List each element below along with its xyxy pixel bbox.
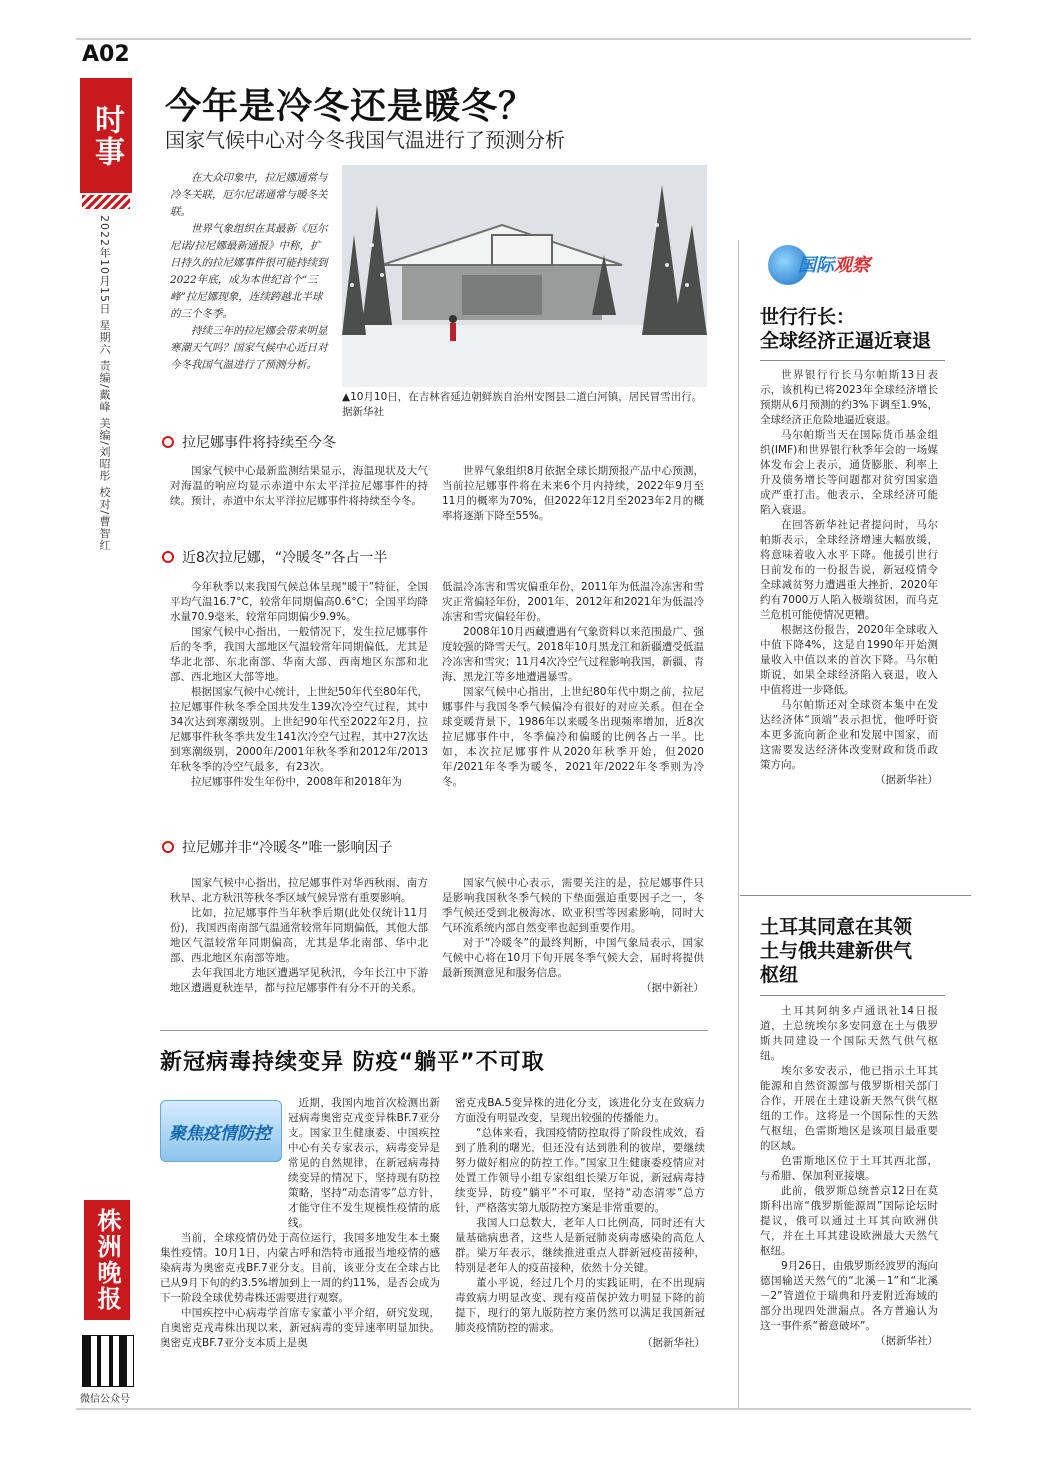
newspaper-logo: 株洲晚报 (84, 1200, 130, 1320)
body-paragraph: 国家气候中心表示，需要关注的是，拉尼娜事件只是影响我国秋冬季气候的下垫面强迫重要因子之一，冬季气候还受到北极海冰、欧亚积雪等因素影响，同时大气环流系统内部自然变率也起到重要作用。 (442, 877, 704, 934)
body-paragraph: 在回答新华社记者提问时，马尔帕斯表示，全球经济增速大幅放缓，将意味着收入水平下降。他援引世行日前发布的一份报告说，新冠疫情令全球减贫努力遭遇重大挫折，2020年约有7000万人陷入极端贫困，而乌克兰危机可能使情况更糟。 (760, 519, 938, 621)
body-paragraph: 密克戎BA.5变异株的进化分支，该进化分支在致病力方面没有明显改变，呈现出较强的传播能力。 (455, 1097, 705, 1124)
body-paragraph: 马尔帕斯当天在国际货币基金组织(IMF)和世界银行秋季年会的一场媒体发布会上表示，通货膨胀、利率上升及债务增长等问题都对贫穷国家造成严重打击。他表示，全球经济可能陷入衰退。 (760, 429, 938, 516)
badge-label-part: 观察 (834, 255, 870, 276)
intro-paragraph: 在大众印象中，拉尼娜通常与冷冬关联，厄尔尼诺通常与暖冬关联。 (170, 172, 328, 218)
body-paragraph: 去年我国北方地区遭遇罕见秋汛，今年长江中下游地区遭遇夏秋连旱，都与拉尼娜事件有分不开的关系。 (170, 967, 428, 994)
body-paragraph: 世界银行行长马尔帕斯13日表示，该机构已将2023年全球经济增长预期从6月预测的约3%下调至1.9%，全球经济正危险地逼近衰退。 (760, 369, 938, 426)
body-paragraph: 我国人口总数大，老年人口比例高，同时还有大量基础病患者，这些人是新冠肺炎病毒感染的高危人群。梁万年表示，继续推进重点人群新冠疫苗接种，特别是老年人的疫苗接种，依然十分关键。 (455, 1217, 705, 1274)
section1-left-column (170, 464, 428, 509)
section-heading-text: 拉尼娜并非“冷暖冬”唯一影响因子 (182, 840, 393, 856)
qr-caption: 微信公众号 (80, 1394, 130, 1405)
sidebar-story2-source: （据新华社） (875, 1335, 938, 1347)
sidebar-rule (740, 895, 971, 896)
snow-street-photo (342, 165, 707, 387)
section2-right-column (442, 580, 704, 790)
title-line: 世行行长： (760, 306, 856, 328)
section1-right-column (442, 464, 704, 524)
circle-bullet-icon (162, 551, 174, 563)
body-paragraph: 国家气候中心最新监测结果显示，海温现状及大气对海温的响应均显示赤道中东太平洋拉尼娜事件的持续。预计，赤道中东太平洋拉尼娜事件将持续至今冬。 (170, 465, 428, 507)
article2-left-column (160, 1096, 440, 1351)
circle-bullet-icon (162, 841, 174, 853)
body-paragraph: 近期，我国内地首次检测出新冠病毒奥密克戎变异株BF.7亚分支。国家卫生健康委、中国疾控中心有关专家表示，病毒变异是常见的自然规律，在新冠病毒持续变异的情况下，坚持现有防控策略，坚持“动态清零”总方针，才能守住不发生规模性疫情的底线。 (288, 1097, 440, 1229)
bottom-rule (76, 1408, 971, 1410)
section-heading (162, 547, 387, 567)
section-heading-text: 近8次拉尼娜，“冷暖冬”各占一半 (182, 550, 388, 566)
section3-right-column (442, 876, 704, 996)
sidebar-story1-title (760, 305, 960, 353)
body-paragraph: 埃尔多安表示，他已指示土耳其能源和自然资源部与俄罗斯相关部门合作，开展在土建设新天然气供气枢纽的工作。这将是一个国际性的天然气枢纽，色雷斯地区是该项目最重要的区域。 (760, 1065, 938, 1152)
body-paragraph: 低温冷冻害和雪灾偏重年份，2011年为低温冷冻害和雪灾正常偏轻年份，2001年、2012年和2021年为低温冷冻害和雪灾偏轻年份。 (442, 581, 704, 623)
body-paragraph: 今年秋季以来我国气候总体呈现“暖干”特征，全国平均气温16.7°C，较常年同期偏高0.6°C；全国平均降水量70.9毫米，较常年同期偏少9.9%。 (170, 581, 428, 623)
section-tag: 时事 (80, 78, 132, 193)
body-paragraph: 董小平说，经过几个月的实践证明，在不出现病毒致病力明显改变、现有疫苗保护效力明显下降的前提下，现行的第九版防控方案仍然可以满足我国新冠肺炎疫情防控的需求。 (455, 1277, 705, 1334)
body-paragraph: 当前，全球疫情仍处于高位运行，我国多地发生本土聚集性疫情。10月1日，内蒙古呼和浩特市通报当地疫情的感染病毒为奥密克戎BF.7亚分支。目前，该亚分支在全球占比已从9月下旬的约3.5%增加到上一周的约11%，是否会成为下一阶段全球优势毒株还需要进行观察。 (160, 1232, 440, 1304)
article2-source: （据新华社） (642, 1337, 705, 1349)
article2-title: 新冠病毒持续变异 防疫“躺平”不可取 (160, 1050, 545, 1075)
body-paragraph: 中国疾控中心病毒学首席专家董小平介绍，研究发现，自奥密克戎毒株出现以来，新冠病毒的变异速率明显加快。奥密克戎BF.7亚分支本质上是奥 (160, 1307, 440, 1349)
article1-intro (170, 170, 330, 374)
international-badge (768, 245, 918, 285)
decor-stripes (82, 195, 130, 209)
sidebar-story2-body (760, 1004, 938, 1349)
section-heading-text: 拉尼娜事件将持续至今冬 (182, 435, 336, 451)
body-paragraph: 9月26日，由俄罗斯经波罗的海向德国输送天然气的“北溪－1”和“北溪－2”管道位于瑞典和丹麦附近海域的部分出现四处泄漏点。各方普遍认为这一事件系“蓄意破坏”。 (760, 1260, 938, 1332)
title-line: 枢纽 (760, 964, 799, 986)
qr-code-icon[interactable] (82, 1335, 134, 1387)
body-paragraph: 此前，俄罗斯总统普京12日在莫斯科出席“俄罗斯能源周”国际论坛时提议，俄可以通过土耳其向欧洲供气，并在土耳其建设欧洲最大天然气枢纽。 (760, 1185, 938, 1257)
body-paragraph: 国家气候中心指出，拉尼娜事件对华西秋雨、南方秋旱、北方秋汛等秋冬季区域气候异常有重要影响。 (170, 877, 428, 904)
sidebar-story1-body (760, 368, 938, 788)
section-heading (162, 432, 336, 452)
body-paragraph: 根据国家气候中心统计，上世纪50年代至80年代，拉尼娜事件秋冬季全国共发生139次冷空气过程，其中34次达到寒潮级别。上世纪90年代至2022年2月，拉尼娜事件秋冬季共发生141次冷空气过程，其中27次达到寒潮级别，2000年/2001年秋冬季和2012年/2013年秋冬季的冷空气最多，有23次。 (170, 686, 428, 773)
dateline: 2022年10月15日 星期六 责编/戴峰 美编/刘昭彤 校对/曹智红 (98, 215, 111, 552)
body-paragraph: “总体来看，我国疫情防控取得了阶段性成效，看到了胜利的曙光，但还没有达到胜利的彼岸，要继续努力做好相应的防控工作。”国家卫生健康委疫情应对处置工作领导小组专家组组长梁万年说，新冠病毒持续变异，防疫“躺平”不可取，坚持“动态清零”总方针，严格落实第九版防控方案是非常重要的。 (455, 1127, 705, 1214)
article-divider (160, 1030, 708, 1031)
sidebar-rule (760, 360, 945, 361)
intro-paragraph: 世界气象组织在其最新《厄尔尼诺/拉尼娜最新通报》中称，扩日持久的拉尼娜事件很可能持续到2022年底，成为本世纪首个“三峰”拉尼娜现象，连续跨越北半球的三个冬季。 (170, 223, 328, 320)
section3-left-column (170, 876, 428, 996)
circle-bullet-icon (162, 436, 174, 448)
column-divider (738, 240, 739, 1408)
sidebar-story2-title (760, 915, 960, 987)
sidebar-story1-source: （据新华社） (875, 774, 938, 786)
article1-title: 今年是冷冬还是暖冬？ (165, 86, 536, 127)
body-paragraph: 国家气候中心指出，上世纪80年代中期之前，拉尼娜事件与我国冬季气候偏冷有很好的对应关系。但在全球变暖背景下，1986年以来暖冬出现频率增加，近8次拉尼娜事件中，冬季偏冷和偏暖的比例各占一半。比如，本次拉尼娜事件从2020年秋季开始，但2020年/2021年冬季为暖冬，2021年/2022年冬季则为冷冬。 (442, 686, 704, 788)
photo-caption: ▲10月10日，在吉林省延边朝鲜族自治州安图县二道白河镇，居民冒雪出行。据新华社 (342, 391, 703, 418)
badge-label-part: 国际 (798, 255, 834, 276)
sidebar-rule (760, 995, 945, 996)
badge-text: 聚焦疫情防控 (169, 1124, 271, 1144)
photo-illustration (342, 165, 707, 387)
body-paragraph: 世界气象组织8月依据全球长期预报产品中心预测，当前拉尼娜事件将在未来6个月内持续，2022年9月至11月的概率为70%，但2022年12月至2023年2月的概率将逐渐下降至55%。 (442, 465, 704, 522)
intro-paragraph: 持续三年的拉尼娜会带来明显寒潮天气吗？国家气候中心近日对今冬我国气温进行了预测分析。 (170, 325, 328, 371)
title-line: 土耳其同意在其领 (760, 916, 913, 938)
badge-label (798, 251, 870, 277)
body-paragraph: 对于“冷暖冬”的最终判断，中国气象局表示，国家气候中心将在10月下旬开展冬季气候大会，届时将提供最新预测意见和服务信息。 (442, 937, 704, 979)
page-number: A02 (82, 42, 130, 67)
title-line: 全球经济正逼近衰退 (760, 330, 932, 352)
article2-right-column (455, 1096, 705, 1351)
section2-left-column (170, 580, 428, 790)
body-paragraph: 拉尼娜事件发生年份中，2008年和2018年为 (191, 776, 402, 788)
article1-subtitle: 国家气候中心对今冬我国气温进行了预测分析 (165, 128, 565, 152)
body-paragraph: 土耳其阿纳多卢通讯社14日报道，土总统埃尔多安同意在土与俄罗斯共同建设一个国际天然气供气枢纽。 (760, 1005, 938, 1062)
article1-source: （据中新社） (641, 982, 704, 994)
title-line: 土与俄共建新供气 (760, 940, 913, 962)
body-paragraph: 2008年10月西藏遭遇有气象资料以来范围最广、强度较强的降雪天气。2018年10月黑龙江和新疆遭受低温冷冻害和雪灾；11月4次冷空气过程影响我国，新疆、青海、黑龙江等多地遭遇暴雪。 (442, 626, 704, 683)
body-paragraph: 国家气候中心指出，一般情况下，发生拉尼娜事件后的冬季，我国大部地区气温较常年同期偏低，尤其是华北北部、东北南部、华南大部、西南地区东部和北部、西北地区大部等地。 (170, 626, 428, 683)
body-paragraph: 根据这份报告，2020年全球收入中值下降4%，这是自1990年开始测量收入中值以来的首次下降。马尔帕斯说，如果全球经济陷入衰退，收入中值将进一步降低。 (760, 624, 938, 696)
body-paragraph: 色雷斯地区位于土耳其西北部，与希腊、保加利亚接壤。 (760, 1155, 938, 1182)
body-paragraph: 比如，拉尼娜事件当年秋季后期(此处仅统计11月份)，我国西南南部气温通常较常年同期偏低，其他大部地区气温较常年同期偏高，尤其是华北南部、华中北部、西北地区东南部等地。 (170, 907, 428, 964)
top-rule (76, 38, 971, 40)
body-paragraph: 马尔帕斯还对全球资本集中在发达经济体“顶端”表示担忧，他呼吁资本更多流向新企业和发展中国家，而这需要发达经济体改变财政和货币政策方向。 (760, 699, 938, 771)
section-heading (162, 837, 393, 857)
